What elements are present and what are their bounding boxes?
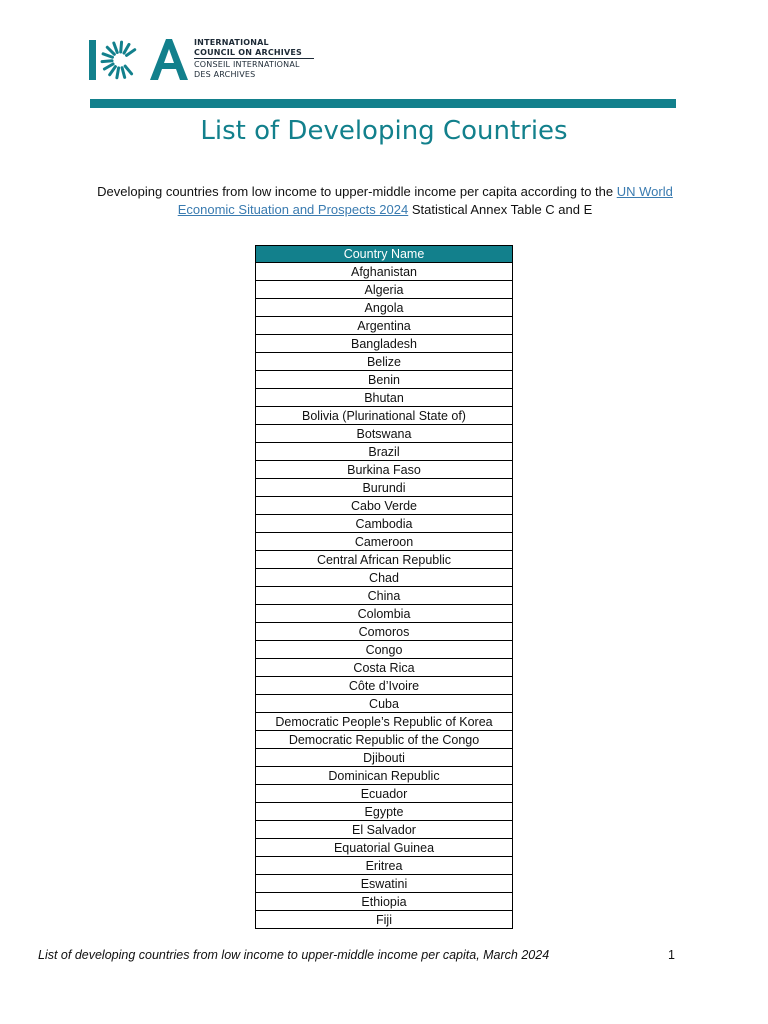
country-name-cell: Cabo Verde bbox=[256, 497, 513, 515]
country-name-cell: Eritrea bbox=[256, 857, 513, 875]
country-name-cell: Dominican Republic bbox=[256, 767, 513, 785]
table-row bbox=[256, 875, 513, 893]
country-name-cell: Comoros bbox=[256, 623, 513, 641]
table-row bbox=[256, 713, 513, 731]
country-name-cell: Cambodia bbox=[256, 515, 513, 533]
table-row bbox=[256, 335, 513, 353]
intro-text-after: Statistical Annex Table C and E bbox=[408, 202, 593, 217]
country-name-cell: Benin bbox=[256, 371, 513, 389]
table-row bbox=[256, 911, 513, 929]
table-row bbox=[256, 389, 513, 407]
country-name-cell: Bolivia (Plurinational State of) bbox=[256, 407, 513, 425]
country-name-cell: El Salvador bbox=[256, 821, 513, 839]
country-name-cell: Brazil bbox=[256, 443, 513, 461]
country-name-cell: Colombia bbox=[256, 605, 513, 623]
country-name-cell: Fiji bbox=[256, 911, 513, 929]
table-row bbox=[256, 731, 513, 749]
country-name-cell: Equatorial Guinea bbox=[256, 839, 513, 857]
table-row bbox=[256, 515, 513, 533]
logo-line-1: INTERNATIONAL bbox=[194, 38, 269, 47]
country-name-cell: Democratic People’s Republic of Korea bbox=[256, 713, 513, 731]
country-name-cell: Cameroon bbox=[256, 533, 513, 551]
logo-line-2: COUNCIL ON ARCHIVES bbox=[194, 47, 302, 57]
country-name-cell: Egypte bbox=[256, 803, 513, 821]
country-name-cell: Burundi bbox=[256, 479, 513, 497]
table-row bbox=[256, 479, 513, 497]
table-row bbox=[256, 821, 513, 839]
table-row bbox=[256, 893, 513, 911]
page-footer: List of developing countries from low income to upper-middle income per capita, March 2024 bbox=[38, 948, 550, 962]
country-name-cell: Bangladesh bbox=[256, 335, 513, 353]
logo-line-3: CONSEIL INTERNATIONAL bbox=[194, 60, 300, 70]
country-name-cell: Costa Rica bbox=[256, 659, 513, 677]
table-row bbox=[256, 659, 513, 677]
header-divider-bar bbox=[90, 99, 676, 108]
table-row bbox=[256, 497, 513, 515]
logo-wordmark bbox=[194, 38, 314, 79]
table-row bbox=[256, 623, 513, 641]
table-row bbox=[256, 641, 513, 659]
table-row bbox=[256, 803, 513, 821]
country-name-cell: Ethiopia bbox=[256, 893, 513, 911]
table-row bbox=[256, 443, 513, 461]
table-row bbox=[256, 767, 513, 785]
table-row bbox=[256, 569, 513, 587]
table-row bbox=[256, 425, 513, 443]
table-row bbox=[256, 353, 513, 371]
un-wesp-link[interactable]: UN World Economic Situation and Prospects 2024 bbox=[177, 184, 673, 217]
country-name-cell: China bbox=[256, 587, 513, 605]
table-row bbox=[256, 461, 513, 479]
country-name-cell: Central African Republic bbox=[256, 551, 513, 569]
country-name-cell: Bhutan bbox=[256, 389, 513, 407]
table-row bbox=[256, 263, 513, 281]
country-name-cell: Angola bbox=[256, 299, 513, 317]
table-row bbox=[256, 785, 513, 803]
logo-line-4: DES ARCHIVES bbox=[194, 69, 256, 79]
table-row bbox=[256, 839, 513, 857]
table-row bbox=[256, 605, 513, 623]
country-name-cell: Côte d’Ivoire bbox=[256, 677, 513, 695]
country-name-cell: Chad bbox=[256, 569, 513, 587]
intro-text-before: Developing countries from low income to upper-middle income per capita according to the bbox=[97, 184, 617, 199]
table-row bbox=[256, 371, 513, 389]
page-number: 1 bbox=[668, 948, 675, 962]
table-row bbox=[256, 281, 513, 299]
table-row bbox=[256, 407, 513, 425]
column-header-country-name: Country Name bbox=[256, 246, 513, 263]
country-name-cell: Afghanistan bbox=[256, 263, 513, 281]
country-name-cell: Eswatini bbox=[256, 875, 513, 893]
country-name-cell: Cuba bbox=[256, 695, 513, 713]
country-table bbox=[255, 245, 513, 929]
table-row bbox=[256, 749, 513, 767]
country-name-cell: Ecuador bbox=[256, 785, 513, 803]
country-name-cell: Democratic Republic of the Congo bbox=[256, 731, 513, 749]
country-name-cell: Djibouti bbox=[256, 749, 513, 767]
country-name-cell: Argentina bbox=[256, 317, 513, 335]
country-name-cell: Congo bbox=[256, 641, 513, 659]
country-name-cell: Burkina Faso bbox=[256, 461, 513, 479]
table-header-row bbox=[256, 246, 513, 263]
table-row bbox=[256, 857, 513, 875]
table-row bbox=[256, 533, 513, 551]
table-row bbox=[256, 587, 513, 605]
page-title: List of Developing Countries bbox=[200, 116, 568, 146]
table-row bbox=[256, 551, 513, 569]
country-table-body bbox=[256, 263, 513, 929]
country-name-cell: Botswana bbox=[256, 425, 513, 443]
intro-paragraph bbox=[90, 183, 680, 219]
table-row bbox=[256, 317, 513, 335]
logo-divider bbox=[194, 58, 314, 59]
country-name-cell: Belize bbox=[256, 353, 513, 371]
table-row bbox=[256, 299, 513, 317]
table-row bbox=[256, 677, 513, 695]
country-name-cell: Algeria bbox=[256, 281, 513, 299]
table-row bbox=[256, 695, 513, 713]
